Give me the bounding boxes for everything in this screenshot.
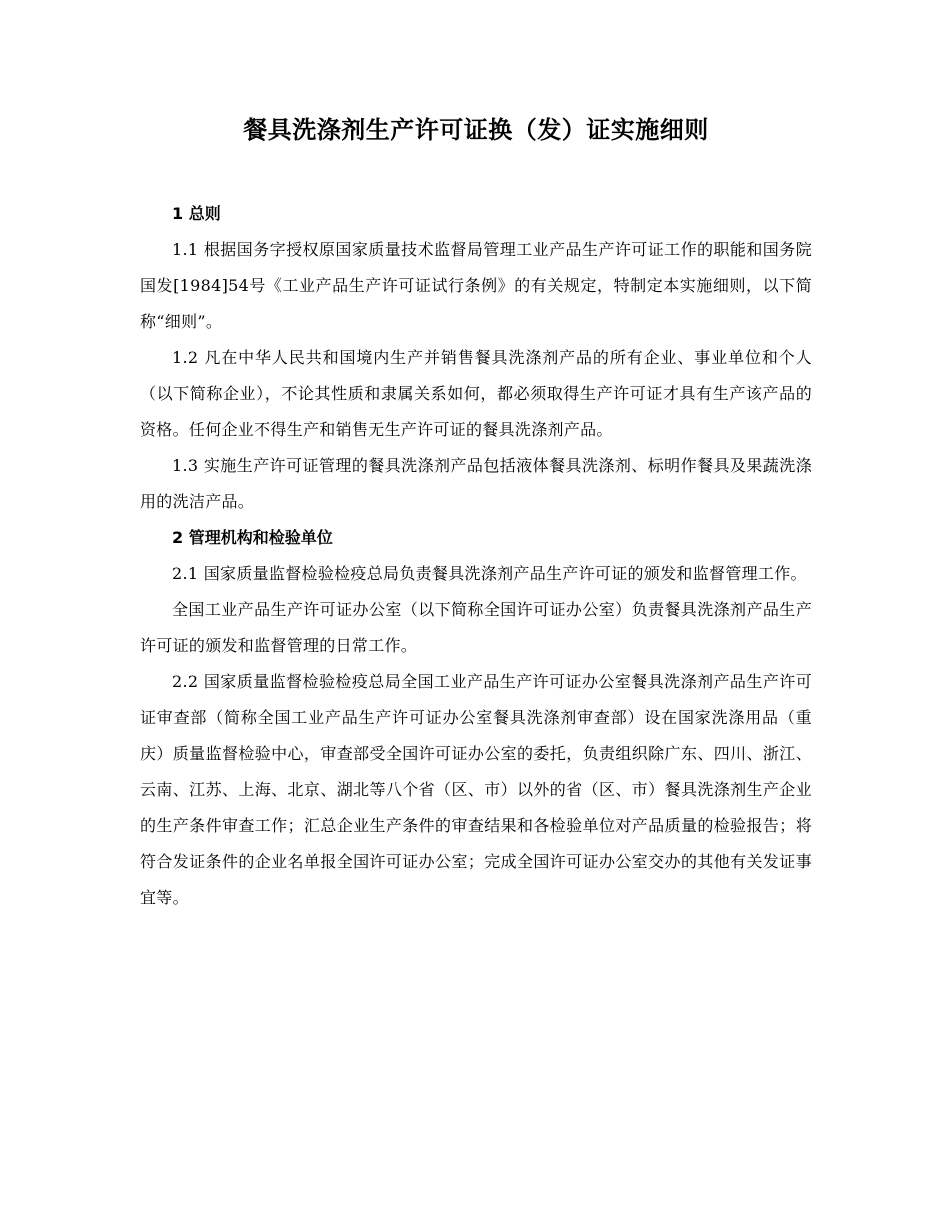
paragraph-2-1-office: 全国工业产品生产许可证办公室（以下简称全国许可证办公室）负责餐具洗涤剂产品生产许可证的颁发和监督管理的日常工作。 [140, 600, 812, 655]
paragraph-1-1: 1.1 根据国务字授权原国家质量技术监督局管理工业产品生产许可证工作的职能和国务院国发[1984]54号《工业产品生产许可证试行条例》的有关规定，特制定本实施细则，以下简称“细则”。 [140, 240, 812, 331]
section-heading-management: 2 管理机构和检验单位 [172, 528, 333, 547]
paragraph-1-2: 1.2 凡在中华人民共和国境内生产并销售餐具洗涤剂产品的所有企业、事业单位和个人（以下简称企业），不论其性质和隶属关系如何，都必须取得生产许可证才具有生产该产品的资格。任何企业不得生产和销售无生产许可证的餐具洗涤剂产品。 [140, 348, 812, 439]
document-title: 餐具洗涤剂生产许可证换（发）证实施细则 [243, 116, 709, 144]
paragraph-2-1: 2.1 国家质量监督检验检疫总局负责餐具洗涤剂产品生产许可证的颁发和监督管理工作。 [172, 564, 807, 583]
section-heading-general: 1 总则 [172, 204, 221, 223]
paragraph-2-2: 2.2 国家质量监督检验检疫总局全国工业产品生产许可证办公室餐具洗涤剂产品生产许可证审查部（简称全国工业产品生产许可证办公室餐具洗涤剂审查部）设在国家洗涤用品（重庆）质量监督检验中心，审查部受全国许可证办公室的委托，负责组织除广东、四川、浙江、云南、江苏、上海、北京、湖北等八个省（区、市）以外的省（区、市）餐具洗涤剂生产企业的生产条件审查工作；汇总企业生产条件的审查结果和各检验单位对产品质量的检验报告；将符合发证条件的企业名单报全国许可证办公室；完成全国许可证办公室交办的其他有关发证事宜等。 [140, 672, 812, 907]
document-body [140, 196, 812, 916]
paragraph-1-3: 1.3 实施生产许可证管理的餐具洗涤剂产品包括液体餐具洗涤剂、标明作餐具及果蔬洗涤用的洗洁产品。 [140, 456, 812, 511]
